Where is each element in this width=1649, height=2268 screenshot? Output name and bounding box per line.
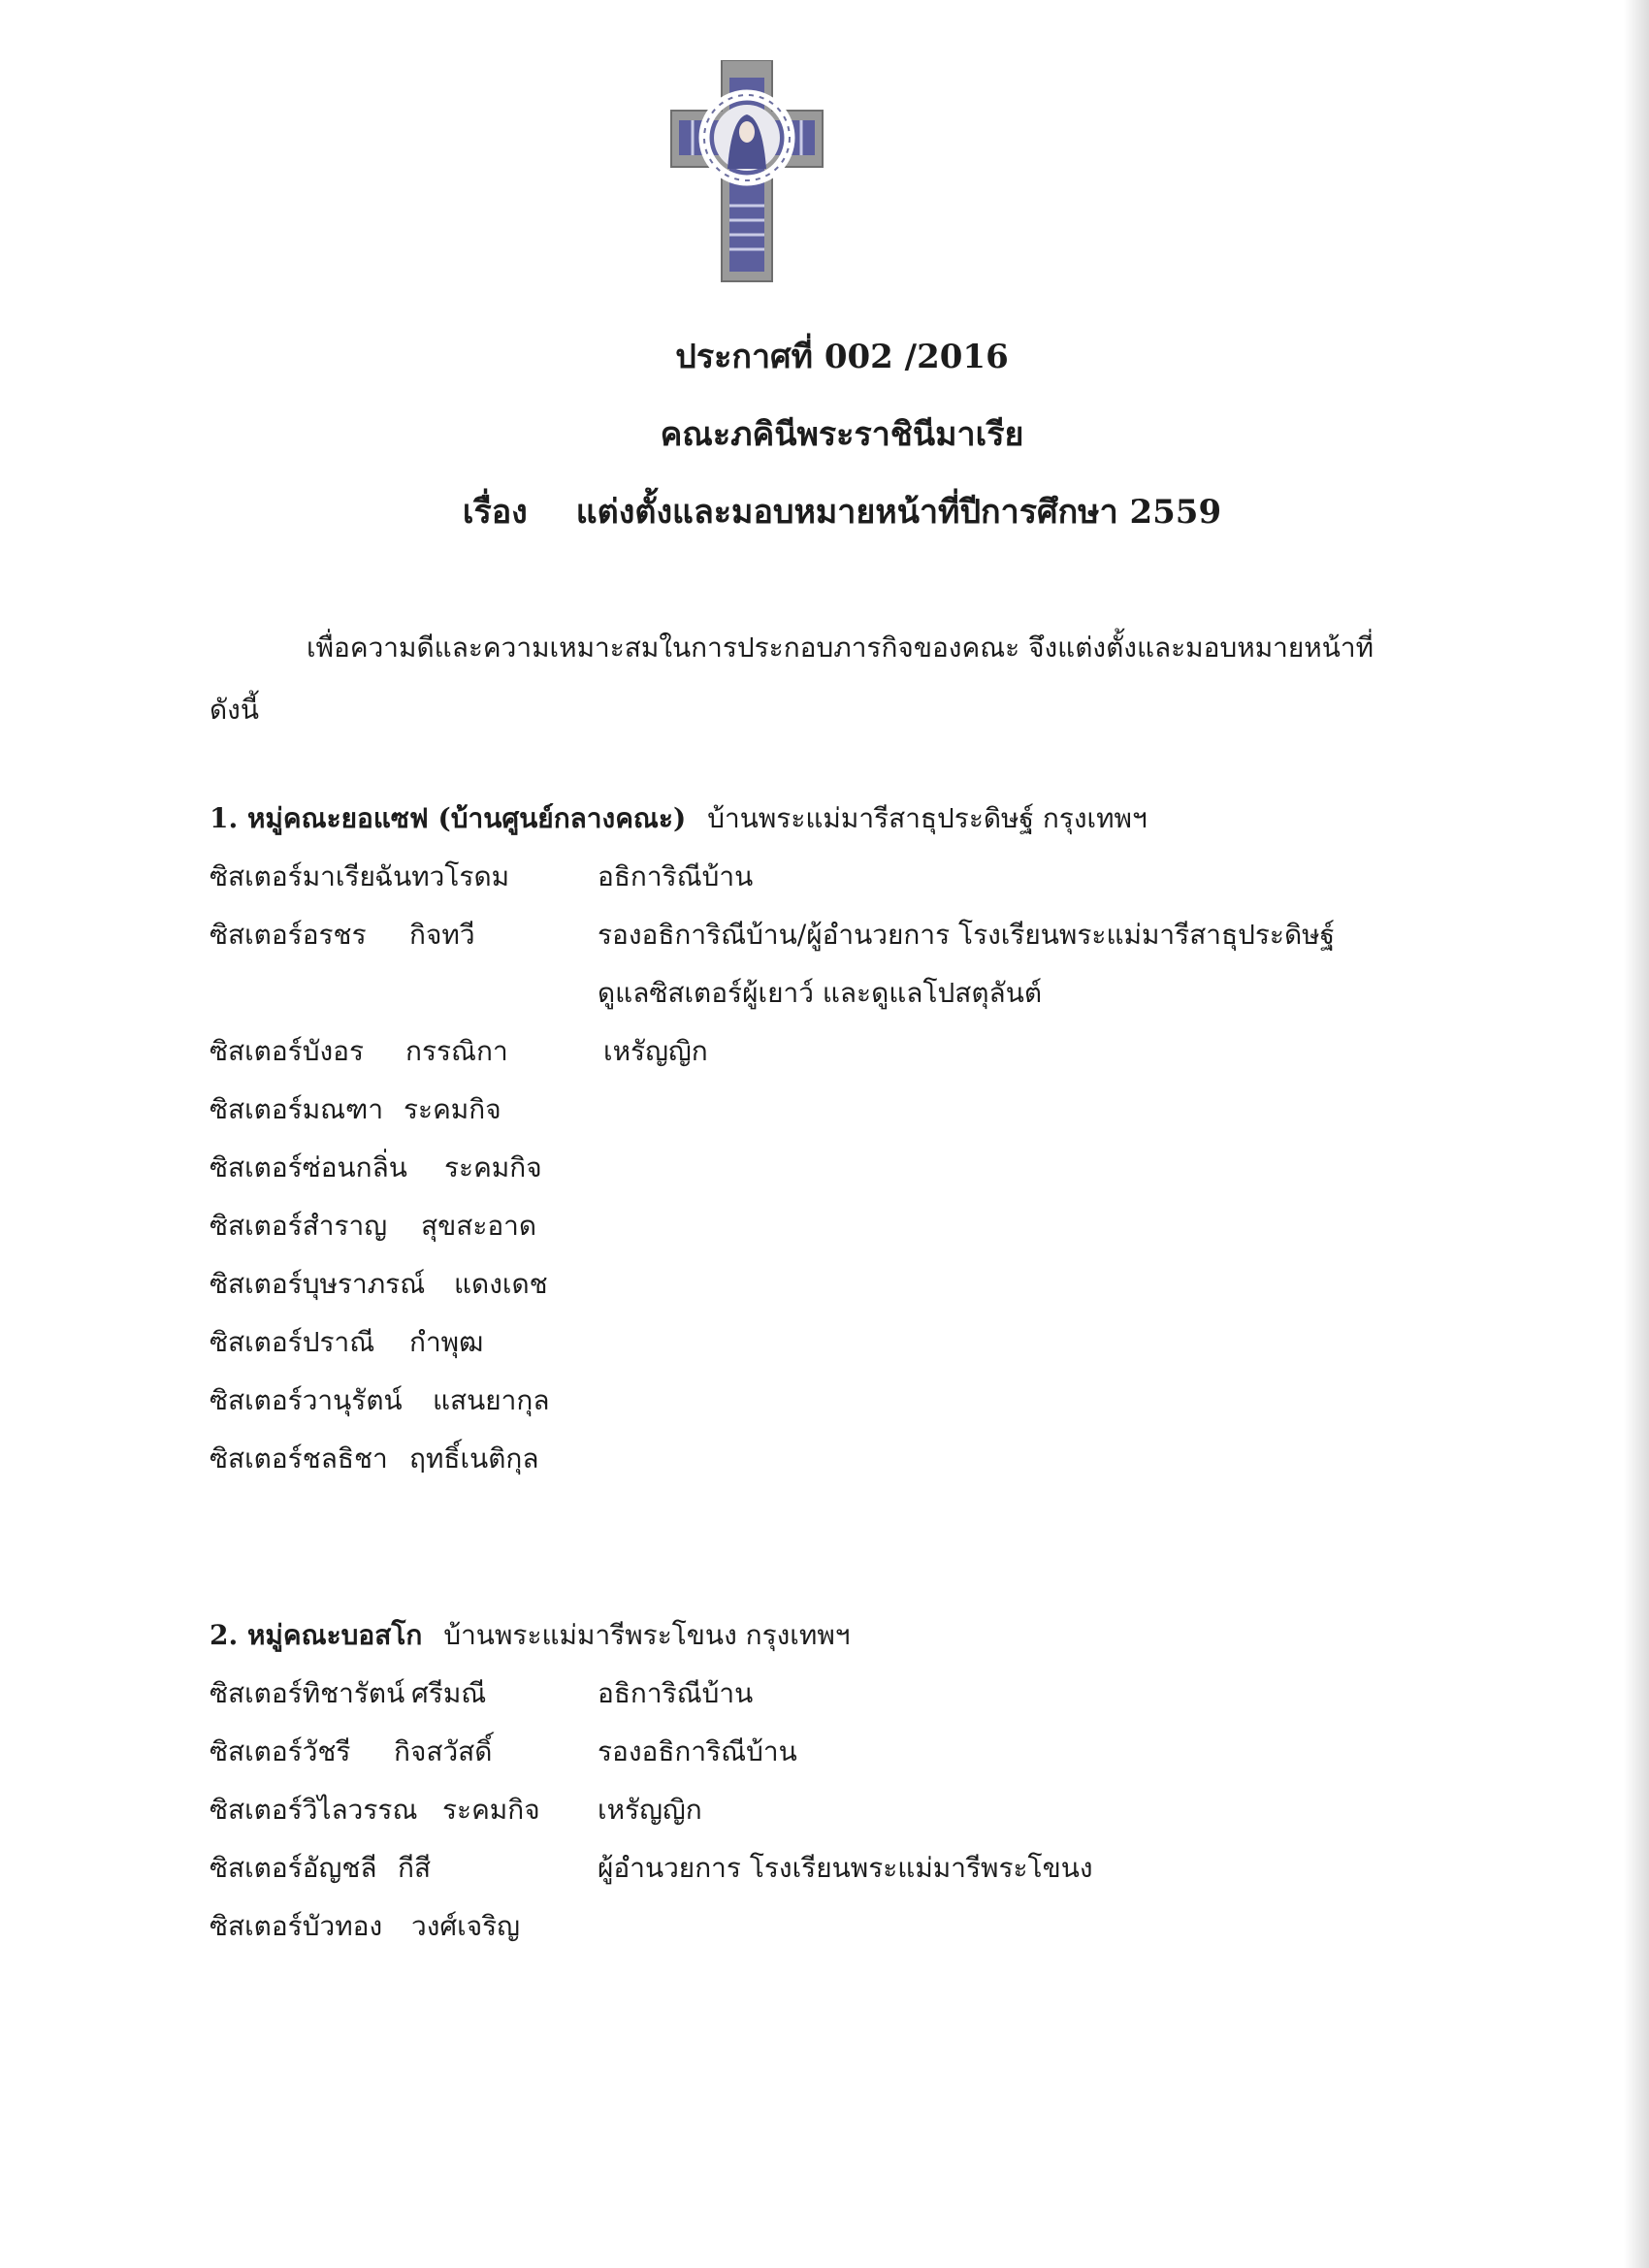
member-row xyxy=(210,1672,1471,1731)
member-row xyxy=(210,856,1471,914)
member-role: รองอธิการิณีบ้าน/ผู้อำนวยการ โรงเรียนพระแม่มารีสาธุประดิษฐ์ xyxy=(598,919,1336,951)
subject-label: เรื่อง xyxy=(462,493,528,532)
subject-line xyxy=(17,485,1649,537)
member-first-name: ซิสเตอร์วัชรี xyxy=(210,1735,351,1767)
member-first-name: ซิสเตอร์สำราญ xyxy=(210,1210,388,1242)
member-first-name: ซิสเตอร์มาเรีย xyxy=(210,860,375,892)
member-role: ผู้อำนวยการ โรงเรียนพระแม่มารีพระโขนง xyxy=(598,1852,1093,1884)
announcement-number: ประกาศที่ 002 /2016 xyxy=(675,338,1009,376)
member-row xyxy=(210,1205,1471,1263)
member-last-name: ระคมกิจ xyxy=(442,1794,540,1826)
member-role-continued: ดูแลซิสเตอร์ผู้เยาว์ และดูแลโปสตุลันต์ xyxy=(598,977,1043,1009)
member-last-name: ฤทธิ์เนติกุล xyxy=(409,1442,539,1474)
member-last-name: ศรีมณี xyxy=(411,1677,487,1709)
member-last-name: ระคมกิจ xyxy=(404,1093,501,1125)
intro-paragraph xyxy=(210,617,1412,741)
member-first-name: ซิสเตอร์อรชร xyxy=(210,919,367,951)
member-row xyxy=(210,1438,1471,1496)
member-last-name: กิจสวัสดิ์ xyxy=(394,1735,493,1767)
member-role: รองอธิการิณีบ้าน xyxy=(598,1735,797,1767)
member-row xyxy=(210,914,1471,972)
member-last-name: แสนยากุล xyxy=(433,1384,550,1416)
subject-text: แต่งตั้งและมอบหมายหน้าที่ปีการศึกษา 2559 xyxy=(575,493,1222,532)
member-role: เหรัญญิก xyxy=(603,1035,708,1067)
member-first-name: ซิสเตอร์บังอร xyxy=(210,1035,365,1067)
member-first-name: ซิสเตอร์บัวทอง xyxy=(210,1910,383,1942)
member-first-name: ซิสเตอร์ทิชารัตน์ xyxy=(210,1677,405,1709)
member-last-name: กิจทวี xyxy=(409,919,475,951)
member-last-name: แดงเดช xyxy=(454,1268,548,1300)
member-row xyxy=(210,1321,1471,1379)
member-row xyxy=(210,1847,1471,1905)
member-row xyxy=(210,1789,1471,1847)
member-first-name: ซิสเตอร์วานุรัตน์ xyxy=(210,1384,403,1416)
member-row xyxy=(210,1088,1471,1147)
member-row xyxy=(210,1731,1471,1789)
section-1-location: บ้านพระแม่มารีสาธุประดิษฐ์ กรุงเทพฯ xyxy=(707,802,1148,834)
section-2-location: บ้านพระแม่มารีพระโขนง กรุงเทพฯ xyxy=(443,1619,851,1651)
cross-logo-icon xyxy=(669,60,824,283)
member-row xyxy=(210,1905,1471,1963)
member-role: อธิการิณีบ้าน xyxy=(598,1677,754,1709)
member-row xyxy=(210,1379,1471,1438)
intro-line-2: ดังนี้ xyxy=(210,694,259,726)
section-2-member-list xyxy=(210,1672,1471,1963)
intro-line-1: เพื่อความดีและความเหมาะสมในการประกอบภารกิจของคณะ จึงแต่งตั้งและมอบหมายหน้าที่ xyxy=(307,632,1374,664)
member-last-name: สุขสะอาด xyxy=(421,1210,537,1242)
organization-name: คณะภคินีพระราชินีมาเรีย xyxy=(660,415,1024,454)
section-2-title: 2. หมู่คณะบอสโก xyxy=(210,1619,423,1651)
section-1-heading xyxy=(210,797,1148,840)
section-1-member-list xyxy=(210,856,1471,1496)
member-row xyxy=(210,1147,1471,1205)
member-row xyxy=(210,1030,1471,1088)
member-first-name: ซิสเตอร์อัญชลี xyxy=(210,1852,377,1884)
member-first-name: ซิสเตอร์ปราณี xyxy=(210,1326,375,1358)
member-role: เหรัญญิก xyxy=(598,1794,702,1826)
member-first-name: ซิสเตอร์บุษราภรณ์ xyxy=(210,1268,426,1300)
member-last-name: กำพุฒ xyxy=(409,1326,484,1358)
member-row xyxy=(210,1263,1471,1321)
member-first-name: ซิสเตอร์ซ่อนกลิ่น xyxy=(210,1151,407,1183)
member-last-name: วงศ์เจริญ xyxy=(411,1910,521,1942)
member-last-name: ระคมกิจ xyxy=(444,1151,542,1183)
member-last-name: กรรณิกา xyxy=(405,1035,508,1067)
member-first-name: ซิสเตอร์มณฑา xyxy=(210,1093,384,1125)
member-last-name: กีสี xyxy=(398,1852,432,1884)
member-row-continued xyxy=(210,972,1471,1030)
section-1-title: 1. หมู่คณะยอแซฟ (บ้านศูนย์กลางคณะ) xyxy=(210,802,687,834)
member-first-name: ซิสเตอร์ชลธิชา xyxy=(210,1442,388,1474)
member-first-name: ซิสเตอร์วิไลวรรณ xyxy=(210,1794,418,1826)
section-2-heading xyxy=(210,1614,851,1657)
member-role: อธิการิณีบ้าน xyxy=(598,860,754,892)
member-last-name: ฉันทวโรดม xyxy=(374,860,510,892)
